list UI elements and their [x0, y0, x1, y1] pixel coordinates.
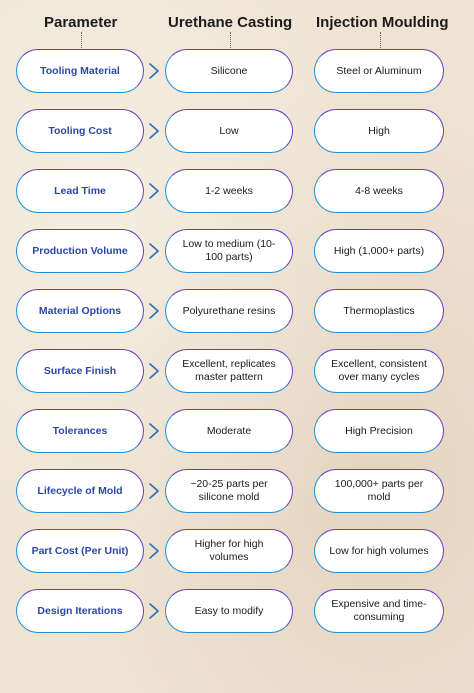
- header-connector-injection: [380, 32, 381, 50]
- header-urethane-casting: Urethane Casting: [168, 14, 293, 31]
- table-row: [0, 289, 474, 335]
- urethane-value-pill: Moderate: [165, 409, 293, 453]
- chevron-right-icon: [147, 602, 161, 620]
- urethane-value-pill: Higher for high volumes: [165, 529, 293, 573]
- chevron-right-icon: [147, 62, 161, 80]
- parameter-pill: Production Volume: [16, 229, 144, 273]
- header-connector-urethane: [230, 32, 231, 50]
- injection-value-pill: High Precision: [314, 409, 444, 453]
- header-connector-parameter: [81, 32, 82, 50]
- parameter-pill: Material Options: [16, 289, 144, 333]
- injection-value-pill: Excellent, consistent over many cycles: [314, 349, 444, 393]
- injection-value-pill: Steel or Aluminum: [314, 49, 444, 93]
- urethane-value-pill: Low: [165, 109, 293, 153]
- parameter-pill: Lead Time: [16, 169, 144, 213]
- header-injection-moulding: Injection Moulding: [316, 14, 449, 31]
- urethane-value-pill: Excellent, replicates master pattern: [165, 349, 293, 393]
- chevron-right-icon: [147, 302, 161, 320]
- chevron-right-icon: [147, 542, 161, 560]
- header-parameter: Parameter: [44, 14, 118, 31]
- chevron-right-icon: [147, 482, 161, 500]
- chevron-right-icon: [147, 362, 161, 380]
- urethane-value-pill: ~20-25 parts per silicone mold: [165, 469, 293, 513]
- table-row: [0, 49, 474, 95]
- urethane-value-pill: Low to medium (10-100 parts): [165, 229, 293, 273]
- table-row: [0, 169, 474, 215]
- table-row: [0, 589, 474, 635]
- parameter-pill: Lifecycle of Mold: [16, 469, 144, 513]
- injection-value-pill: Expensive and time-consuming: [314, 589, 444, 633]
- chevron-right-icon: [147, 242, 161, 260]
- parameter-pill: Design Iterations: [16, 589, 144, 633]
- table-row: [0, 349, 474, 395]
- table-row: [0, 109, 474, 155]
- parameter-pill: Tolerances: [16, 409, 144, 453]
- injection-value-pill: 100,000+ parts per mold: [314, 469, 444, 513]
- table-row: [0, 529, 474, 575]
- table-row: [0, 409, 474, 455]
- parameter-pill: Tooling Cost: [16, 109, 144, 153]
- injection-value-pill: Low for high volumes: [314, 529, 444, 573]
- injection-value-pill: Thermoplastics: [314, 289, 444, 333]
- parameter-pill: Surface Finish: [16, 349, 144, 393]
- urethane-value-pill: Easy to modify: [165, 589, 293, 633]
- injection-value-pill: High (1,000+ parts): [314, 229, 444, 273]
- chevron-right-icon: [147, 182, 161, 200]
- injection-value-pill: 4-8 weeks: [314, 169, 444, 213]
- chevron-right-icon: [147, 122, 161, 140]
- urethane-value-pill: Polyurethane resins: [165, 289, 293, 333]
- table-row: [0, 229, 474, 275]
- urethane-value-pill: Silicone: [165, 49, 293, 93]
- chevron-right-icon: [147, 422, 161, 440]
- injection-value-pill: High: [314, 109, 444, 153]
- parameter-pill: Tooling Material: [16, 49, 144, 93]
- parameter-pill: Part Cost (Per Unit): [16, 529, 144, 573]
- table-row: [0, 469, 474, 515]
- urethane-value-pill: 1-2 weeks: [165, 169, 293, 213]
